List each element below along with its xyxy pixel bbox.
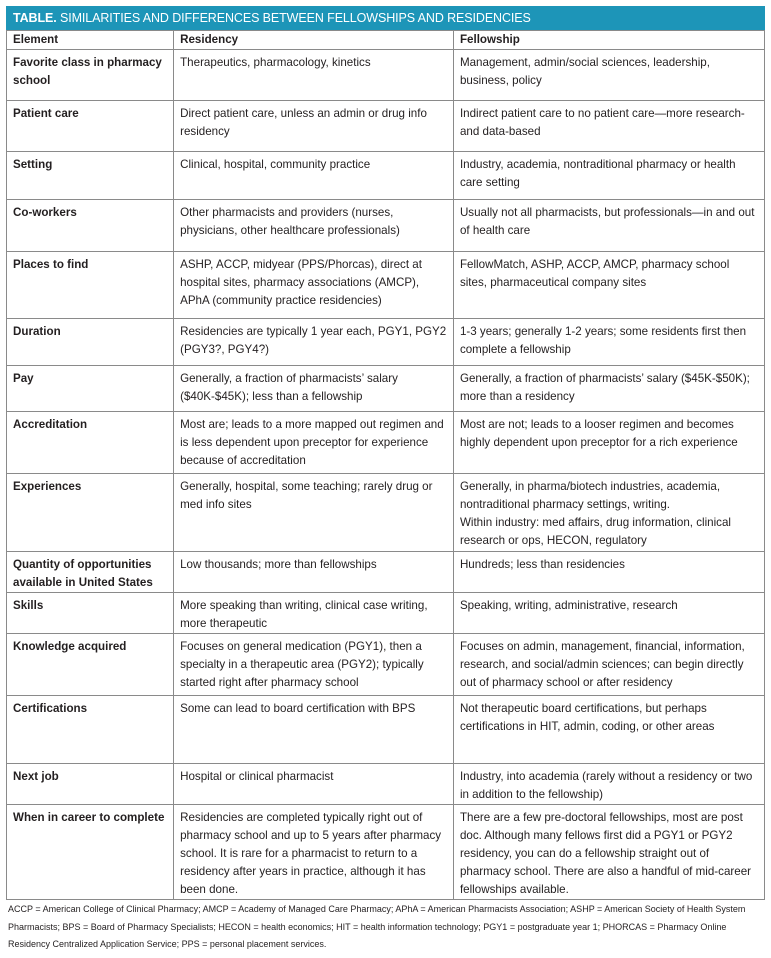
row-fellowship: Generally, a fraction of pharmacists’ salary ($45K-$50K); more than a residency	[459, 372, 750, 403]
table-row	[7, 552, 765, 593]
row-fellowship: Industry, academia, nontraditional pharmacy or health care setting	[459, 158, 736, 189]
row-residency: ASHP, ACCP, midyear (PPS/Phorcas), direct at hospital sites, pharmacy associations (AMCP), APhA (community practice residencies)	[180, 258, 422, 307]
footnote: ACCP = American College of Clinical Pharmacy; AMCP = Academy of Managed Care Pharmacy; APhA = American Pharmacists Association; ASHP = American Society of Health System Pharmacists; BPS = Board of Pharmacy Specialists; HECON = health economics; HIT = health information technology; PGY1 = postgraduate year 1; PHORCAS = Pharmacy Online Residency Centralized Application Service; PPS = personal placement services.	[8, 904, 746, 949]
row-element: Certifications	[13, 702, 88, 715]
row-fellowship: Speaking, writing, administrative, research	[459, 599, 678, 612]
table-row	[7, 366, 765, 412]
row-residency: More speaking than writing, clinical case writing, more therapeutic	[180, 599, 428, 630]
table-row	[7, 200, 765, 252]
table-row	[7, 474, 765, 552]
row-residency: Some can lead to board certification with BPS	[180, 702, 416, 715]
row-element: Next job	[13, 770, 59, 783]
row-fellowship: Industry, into academia (rarely without a residency or two in addition to the fellowship)	[459, 770, 753, 801]
row-element: Co-workers	[13, 206, 77, 219]
table-row	[7, 152, 765, 200]
row-element: Setting	[13, 158, 53, 171]
table-title	[6, 6, 765, 30]
row-fellowship: Management, admin/social sciences, leadership, business, policy	[459, 56, 710, 87]
row-element: Experiences	[13, 480, 82, 493]
header-element: Element	[7, 31, 174, 50]
table-title-label: TABLE.	[13, 11, 57, 25]
comparison-table	[6, 30, 765, 900]
row-fellowship: 1-3 years; generally 1-2 years; some residents first then complete a fellowship	[459, 325, 747, 356]
row-fellowship: FellowMatch, ASHP, ACCP, AMCP, pharmacy school sites, pharmaceutical company sites	[459, 258, 730, 289]
row-element: Favorite class in pharmacy school	[13, 56, 162, 87]
table-row	[7, 634, 765, 696]
row-element: Accreditation	[13, 418, 88, 431]
row-residency: Focuses on general medication (PGY1), then a specialty in a therapeutic area (PGY2); typically started right after pharmacy school	[180, 640, 424, 689]
table-row	[7, 412, 765, 474]
row-element: Skills	[13, 599, 44, 612]
row-fellowship-extra: Within industry: med affairs, drug information, clinical research or ops, HECON, regulatory	[459, 516, 731, 547]
header-residency: Residency	[174, 31, 454, 50]
row-fellowship: Generally, in pharma/biotech industries, academia, nontraditional pharmacy settings, writing.	[459, 480, 721, 511]
row-residency: Therapeutics, pharmacology, kinetics	[180, 56, 371, 69]
header-row	[7, 31, 765, 50]
table-row	[7, 101, 765, 152]
table-row	[7, 319, 765, 366]
row-element: Knowledge acquired	[13, 640, 127, 653]
row-fellowship: Usually not all pharmacists, but professionals—in and out of health care	[459, 206, 755, 237]
row-residency: Direct patient care, unless an admin or drug info residency	[180, 107, 427, 138]
table-row	[7, 805, 765, 900]
table-row	[7, 764, 765, 805]
row-residency: Other pharmacists and providers (nurses, physicians, other healthcare professionals)	[180, 206, 400, 237]
row-element: Pay	[13, 372, 34, 385]
row-fellowship: Focuses on admin, management, financial, information, research, and social/admin sciences; can begin directly out of pharmacy school or after residency	[459, 640, 745, 689]
row-element: When in career to complete	[13, 811, 165, 824]
row-element: Quantity of opportunities available in United States	[13, 558, 153, 589]
table-row	[7, 50, 765, 101]
row-fellowship: Hundreds; less than residencies	[459, 558, 625, 571]
row-residency: Residencies are typically 1 year each, PGY1, PGY2 (PGY3?, PGY4?)	[180, 325, 447, 356]
table-row	[7, 696, 765, 764]
row-residency: Residencies are completed typically right out of pharmacy school and up to 5 years after pharmacy school. It is rare for a pharmacist to return to a residency after years in practice, although it has been done.	[180, 811, 442, 896]
row-residency: Most are; leads to a more mapped out regimen and is less dependent upon preceptor for experience because of accreditation	[180, 418, 444, 467]
header-fellowship: Fellowship	[453, 31, 764, 50]
table-row	[7, 252, 765, 319]
row-residency: Generally, a fraction of pharmacists’ salary ($40K-$45K); less than a fellowship	[180, 372, 398, 403]
row-fellowship: Indirect patient care to no patient care—more research- and data-based	[459, 107, 745, 138]
row-fellowship: Not therapeutic board certifications, but perhaps certifications in HIT, admin, coding, or other areas	[459, 702, 715, 733]
table-container	[6, 6, 765, 954]
row-residency: Generally, hospital, some teaching; rarely drug or med info sites	[180, 480, 433, 511]
row-element: Patient care	[13, 107, 79, 120]
row-residency: Hospital or clinical pharmacist	[180, 770, 334, 783]
row-residency: Low thousands; more than fellowships	[180, 558, 377, 571]
row-residency: Clinical, hospital, community practice	[180, 158, 371, 171]
row-fellowship: Most are not; leads to a looser regimen and becomes highly dependent upon preceptor for a rich experience	[459, 418, 738, 449]
table-row	[7, 593, 765, 634]
row-element: Duration	[13, 325, 61, 338]
row-fellowship: There are a few pre-doctoral fellowships, most are post doc. Although many fellows first did a PGY1 or PGY2 residency, you can do a fellowship straight out of pharmacy school. There are also a handful of mid-career fellowships available.	[459, 811, 752, 896]
table-title-text: SIMILARITIES AND DIFFERENCES BETWEEN FELLOWSHIPS AND RESIDENCIES	[56, 11, 531, 25]
row-element: Places to find	[13, 258, 89, 271]
